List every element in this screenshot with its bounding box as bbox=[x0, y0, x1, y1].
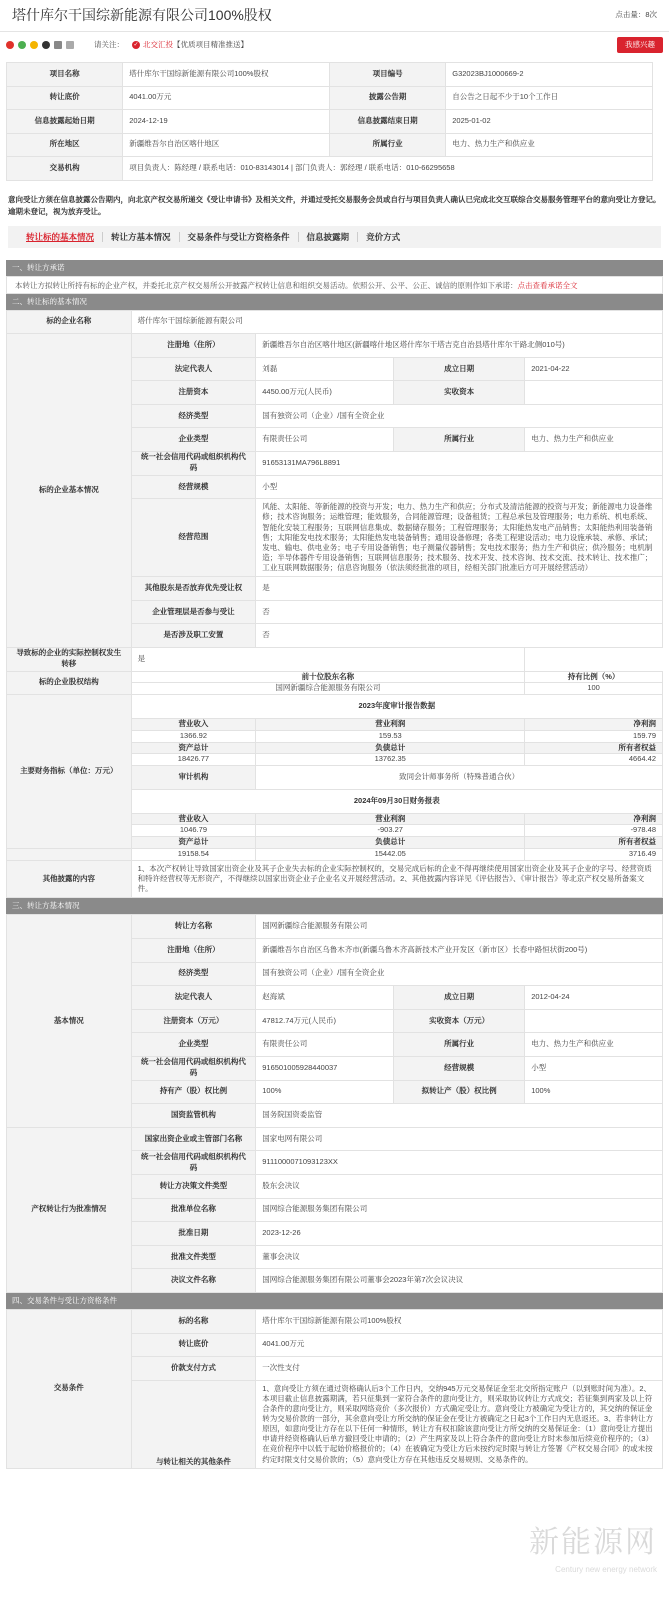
field-value: 小型 bbox=[525, 1056, 663, 1080]
info-value: 项目负责人：陈经理 / 联系电话：010-83143014 | 部门负责人：郭经理 / 联系电话：010-66295658 bbox=[123, 157, 653, 181]
table-cell: 4664.42 bbox=[525, 754, 663, 766]
field-value: 一次性支付 bbox=[256, 1357, 663, 1381]
field-label: 持有产（股）权比例 bbox=[131, 1080, 256, 1104]
table-cell: 13762.35 bbox=[256, 754, 525, 766]
info-value: 自公告之日起不少于10个工作日 bbox=[446, 86, 653, 110]
field-value: 2023-12-26 bbox=[256, 1222, 663, 1246]
table-row bbox=[7, 63, 653, 87]
info-value: 塔什库尔干国综新能源有限公司100%股权 bbox=[123, 63, 330, 87]
field-value: 国网综合能源服务集团有限公司 bbox=[256, 1198, 663, 1222]
column-header: 负债总计 bbox=[256, 837, 525, 849]
field-value: 塔什库尔干国综新能源有限公司100%股权 bbox=[256, 1309, 663, 1333]
field-label: 统一社会信用代码或组织机构代码 bbox=[131, 452, 256, 476]
table-row bbox=[7, 110, 653, 134]
field-label: 注册地（住所） bbox=[131, 939, 256, 963]
field-label: 其他披露的内容 bbox=[7, 861, 132, 898]
field-label: 企业类型 bbox=[131, 1033, 256, 1057]
field-value bbox=[525, 1009, 663, 1033]
field-value: 47812.74万元(人民币) bbox=[256, 1009, 394, 1033]
qq-icon[interactable] bbox=[42, 41, 50, 49]
group-label: 标的企业股权结构 bbox=[7, 671, 132, 695]
field-label: 实收资本（万元） bbox=[394, 1009, 525, 1033]
field-value: 100% bbox=[256, 1080, 394, 1104]
group-label: 产权转让行为批准情况 bbox=[7, 1127, 132, 1292]
field-label: 所属行业 bbox=[394, 428, 525, 452]
verify-text: 【优质项目精准推送】 bbox=[173, 39, 248, 49]
field-value: 2012-04-24 bbox=[525, 986, 663, 1010]
table-cell: 3716.49 bbox=[525, 849, 663, 861]
field-label: 拟转让产（股）权比例 bbox=[394, 1080, 525, 1104]
field-value: 1、本次产权转让导致国家出资企业及其子企业失去标的企业实际控制权的，交易完成后标的企业不得再继续使用国家出资企业及其子企业的字号、经营资质和特许经营权等无形资产，不得继续以国家出资企业子企业名义开展经营活动。2、其他披露内容详见《评估报告》、《审计报告》等北京产权交易所备案文件。 bbox=[131, 861, 662, 898]
page-title: 塔什库尔干国综新能源有限公司100%股权 bbox=[12, 7, 272, 24]
column-header: 营业收入 bbox=[131, 718, 256, 730]
column-header: 前十位股东名称 bbox=[131, 671, 525, 683]
field-value: 国务院国资委监管 bbox=[256, 1104, 663, 1128]
field-label: 决议文件名称 bbox=[131, 1269, 256, 1293]
field-value: 100% bbox=[525, 1080, 663, 1104]
column-header: 负债总计 bbox=[256, 742, 525, 754]
field-label: 与转让相关的其他条件 bbox=[131, 1380, 256, 1468]
info-label: 信息披露结束日期 bbox=[329, 110, 445, 134]
field-label: 成立日期 bbox=[394, 986, 525, 1010]
watermark-logo bbox=[529, 1521, 657, 1576]
info-label: 转让底价 bbox=[7, 86, 123, 110]
holder-name: 国网新疆综合能源服务有限公司 bbox=[131, 683, 525, 695]
view-count: 点击量：8次 bbox=[615, 10, 657, 20]
field-value: 董事会决议 bbox=[256, 1245, 663, 1269]
field-value: 是 bbox=[256, 577, 663, 601]
info-value: 电力、热力生产和供应业 bbox=[446, 133, 653, 157]
share-bar bbox=[0, 32, 669, 58]
field-label: 导致标的企业的实际控制权发生转移 bbox=[7, 647, 132, 671]
field-value: 股东会决议 bbox=[256, 1174, 663, 1198]
field-label: 国家出资企业或主管部门名称 bbox=[131, 1127, 256, 1151]
table-cell: 159.53 bbox=[256, 730, 525, 742]
field-value: 4041.00万元 bbox=[256, 1333, 663, 1357]
field-value: 国有独资公司（企业）/国有全资企业 bbox=[256, 404, 663, 428]
conditions-table bbox=[6, 1309, 663, 1469]
section-title: 四、交易条件与受让方资格条件 bbox=[6, 1293, 663, 1309]
wechat-icon[interactable] bbox=[18, 41, 26, 49]
field-label: 是否涉及职工安置 bbox=[131, 624, 256, 648]
info-label: 披露公告期 bbox=[329, 86, 445, 110]
transferor-table bbox=[6, 914, 663, 1293]
field-value: 刘磊 bbox=[256, 357, 394, 381]
table-cell: 1366.92 bbox=[131, 730, 256, 742]
follow-label: 请关注： bbox=[94, 39, 124, 49]
report-title: 2024年09月30日财务报表 bbox=[131, 789, 662, 813]
info-value: 2025-01-02 bbox=[446, 110, 653, 134]
field-value: 致同会计师事务所（特殊普通合伙） bbox=[256, 766, 663, 790]
field-label: 注册资本（万元） bbox=[131, 1009, 256, 1033]
field-label: 所属行业 bbox=[394, 1033, 525, 1057]
field-value: 赵海斌 bbox=[256, 986, 394, 1010]
notice-text: 意向受让方须在信息披露公告期内，向北京产权交易所递交《受让申请书》及相关文件，并通过受托交易服务会员或自行与项目负责人确认已完成北交互联综合交易服务管理平台的意向受让方登记。逾期未登记，视为放弃受让。 bbox=[8, 194, 661, 216]
print-icon[interactable] bbox=[54, 41, 62, 49]
field-value: 新疆维吾尔自治区喀什地区(新疆喀什地区塔什库尔干塔吉克自治县塔什库尔干路北侧010号) bbox=[256, 334, 663, 358]
column-header: 所有者权益 bbox=[525, 742, 663, 754]
commitment-note bbox=[6, 276, 663, 294]
info-value: G32023BJ1000669-2 bbox=[446, 63, 653, 87]
tab-bidding[interactable]: 竞价方式 bbox=[366, 231, 401, 242]
field-value: 有限责任公司 bbox=[256, 1033, 394, 1057]
field-value: 小型 bbox=[256, 475, 663, 499]
project-info-table bbox=[6, 62, 653, 181]
info-value: 4041.00万元 bbox=[123, 86, 330, 110]
verified-icon: ✓ bbox=[133, 42, 139, 48]
field-value: 是 bbox=[131, 647, 525, 671]
tab-conditions[interactable]: 交易条件与受让方资格条件 bbox=[180, 232, 299, 242]
column-header: 净利润 bbox=[525, 813, 663, 825]
favorite-icon[interactable] bbox=[66, 41, 74, 49]
field-value: 新疆维吾尔自治区乌鲁木齐市(新疆乌鲁木齐高新技术产业开发区（新市区）长春中路恒状街200号) bbox=[256, 939, 663, 963]
column-header: 所有者权益 bbox=[525, 837, 663, 849]
weibo-icon[interactable] bbox=[6, 41, 14, 49]
field-label: 法定代表人 bbox=[131, 357, 256, 381]
field-label: 统一社会信用代码或组织机构代码 bbox=[131, 1056, 256, 1080]
field-label: 转让方决策文件类型 bbox=[131, 1174, 256, 1198]
field-label: 标的企业名称 bbox=[7, 310, 132, 334]
info-label: 信息披露起始日期 bbox=[7, 110, 123, 134]
interested-button[interactable]: 我感兴趣 bbox=[617, 37, 663, 54]
field-label: 注册地（住所） bbox=[131, 334, 256, 358]
field-label: 标的名称 bbox=[131, 1309, 256, 1333]
field-value: 否 bbox=[256, 600, 663, 624]
field-label: 统一社会信用代码或组织机构代码 bbox=[131, 1151, 256, 1175]
column-header: 营业利润 bbox=[256, 718, 525, 730]
table-cell: 15442.05 bbox=[256, 849, 525, 861]
table-cell: -903.27 bbox=[256, 825, 525, 837]
field-value: 风能、太阳能、等新能源的投资与开发；电力、热力生产和供应；分布式及清洁能源的投资与开发；新能源电力设备维修；技术咨询服务；运维管理；能效服务，合同能源管理；设备租赁；工程总承包及管理服务；电力系统、机电系统、智能化安装工程服务；互联网信息集成、数据储存服务；工程管理服务；太阳能热发电产品销售；太阳能热利用装备销售；太阳能发电技术服务；太阳能热发电装备销售；通用设备修理；各类工程建设活动；电力设施承装、承修、承试；发电、输电、供电业务；电子专用设备销售；电子测量仪器销售；发电技术服务；热力生产和供应；供冷服务；电机制造；半导体器件专用设备销售；互联网信息服务；技术服务、技术开发、技术咨询、技术交流、技术转让、技术推广；工业互联网数据服务；信息咨询服务（依法须经批准的项目，经相关部门批准后方可开展经营活动） bbox=[256, 499, 663, 577]
field-value: 电力、热力生产和供应业 bbox=[525, 428, 663, 452]
column-header: 持有比例（%） bbox=[525, 671, 663, 683]
field-value: 9111000071093123XX bbox=[256, 1151, 663, 1175]
field-value: 国网新疆综合能源服务有限公司 bbox=[256, 915, 663, 939]
tab-bar bbox=[8, 226, 661, 248]
verify-link[interactable]: 北交汇投 bbox=[143, 39, 173, 49]
report-title: 2023年度审计报告数据 bbox=[131, 695, 662, 719]
group-label: 标的企业基本情况 bbox=[7, 334, 132, 648]
field-value: 4450.00万元(人民币) bbox=[256, 381, 394, 405]
field-label: 企业类型 bbox=[131, 428, 256, 452]
commitment-link[interactable]: 点击查看承诺全文 bbox=[517, 280, 578, 290]
column-header: 资产总计 bbox=[131, 742, 256, 754]
section-title: 三、转让方基本情况 bbox=[6, 898, 663, 914]
table-row bbox=[7, 133, 653, 157]
info-label: 所属行业 bbox=[329, 133, 445, 157]
field-label: 批准单位名称 bbox=[131, 1198, 256, 1222]
field-label: 批准日期 bbox=[131, 1222, 256, 1246]
holder-percent: 100 bbox=[525, 683, 663, 695]
tab-target[interactable]: 转让标的基本情况 bbox=[18, 232, 103, 242]
field-value: 916501005928440037 bbox=[256, 1056, 394, 1080]
column-header: 营业收入 bbox=[131, 813, 256, 825]
table-row bbox=[7, 157, 653, 181]
field-value: 塔什库尔干国综新能源有限公司 bbox=[131, 310, 662, 334]
field-value: 国有独资公司（企业）/国有全资企业 bbox=[256, 962, 663, 986]
group-label: 交易条件 bbox=[7, 1309, 132, 1468]
commitment-text: 本转让方拟转让所持有标的企业产权，并委托北京产权交易所公开披露产权转让信息和组织交易活动。依照公开、公平、公正、诚信的原则作如下承诺： bbox=[15, 280, 518, 290]
field-label: 经济类型 bbox=[131, 404, 256, 428]
field-value bbox=[525, 381, 663, 405]
group-label: 主要财务指标（单位：万元） bbox=[7, 695, 132, 849]
field-label: 国资监管机构 bbox=[131, 1104, 256, 1128]
table-row bbox=[7, 86, 653, 110]
field-label: 经营规模 bbox=[131, 475, 256, 499]
field-label: 企业管理层是否参与受让 bbox=[131, 600, 256, 624]
field-value: 1、意向受让方须在通过资格确认后3个工作日内，交纳945万元交易保证金至北交所指定账户（以到账时间为准）。2、本项目截止信息披露期满，若只征集到一家符合条件的意向受让方，则采取协议转让方式成交；若征集到两家及以上符合条件的意向受让方，则采取网络竞价（多次报价）方式确定受让方。意向受让方被确定为受让方的，其交纳的保证金转为交易价款的一部分，其余意向受让方所交纳的保证金在受让方被确定之日起3个工作日内无息返还。3、若非转让方原因，如意向受让方存在以下任何一种情形，转让方有权扣除该意向受让方所交纳的交易保证金：（1）意向受让方提出申请并经资格确认后单方撤回受让申请的；（2）产生两家及以上符合条件的意向受让方时未参加后续竞价程序的；（3）在竞价程序中以低于起始价格报价的；（4）在被确定为受让方后未按约定时限与转让方签署《产权交易合同》的或未按约定时限支付交易价款的；（5）意向受让方存在其他违反交易规则、交易条件的。 bbox=[256, 1380, 663, 1468]
qzone-icon[interactable] bbox=[30, 41, 38, 49]
share-icons bbox=[6, 41, 74, 49]
field-value: 2021-04-22 bbox=[525, 357, 663, 381]
section-title: 一、转让方承诺 bbox=[6, 260, 663, 276]
info-value: 2024-12-19 bbox=[123, 110, 330, 134]
field-label: 实收资本 bbox=[394, 381, 525, 405]
group-label: 基本情况 bbox=[7, 915, 132, 1127]
spacer bbox=[7, 849, 132, 861]
info-label: 项目名称 bbox=[7, 63, 123, 87]
table-cell: -978.48 bbox=[525, 825, 663, 837]
column-header: 净利润 bbox=[525, 718, 663, 730]
tab-transferor[interactable]: 转让方基本情况 bbox=[103, 232, 180, 242]
field-value: 电力、热力生产和供应业 bbox=[525, 1033, 663, 1057]
field-label: 转让底价 bbox=[131, 1333, 256, 1357]
table-cell: 19158.54 bbox=[131, 849, 256, 861]
field-label: 成立日期 bbox=[394, 357, 525, 381]
watermark-subtitle: Century new energy network bbox=[555, 1565, 657, 1575]
target-table bbox=[6, 310, 663, 899]
column-header: 营业利润 bbox=[256, 813, 525, 825]
field-label: 价款支付方式 bbox=[131, 1357, 256, 1381]
info-label: 所在地区 bbox=[7, 133, 123, 157]
field-label: 转让方名称 bbox=[131, 915, 256, 939]
field-label: 经营规模 bbox=[394, 1056, 525, 1080]
column-header: 资产总计 bbox=[131, 837, 256, 849]
field-value: 国家电网有限公司 bbox=[256, 1127, 663, 1151]
field-label: 经济类型 bbox=[131, 962, 256, 986]
info-label: 项目编号 bbox=[329, 63, 445, 87]
watermark-title: 新能源网 bbox=[529, 1524, 657, 1560]
info-label: 交易机构 bbox=[7, 157, 123, 181]
field-label: 法定代表人 bbox=[131, 986, 256, 1010]
field-label: 批准文件类型 bbox=[131, 1245, 256, 1269]
field-value: 91653131MA796L8891 bbox=[256, 452, 663, 476]
section-title: 二、转让标的基本情况 bbox=[6, 294, 663, 310]
field-value: 有限责任公司 bbox=[256, 428, 394, 452]
field-value: 国网综合能源服务集团有限公司董事会2023年第7次会议决议 bbox=[256, 1269, 663, 1293]
field-label: 经营范围 bbox=[131, 499, 256, 577]
field-value: 否 bbox=[256, 624, 663, 648]
table-cell: 159.79 bbox=[525, 730, 663, 742]
page-header bbox=[0, 0, 669, 32]
tab-disclosure[interactable]: 信息披露期 bbox=[299, 232, 359, 242]
field-label: 其他股东是否放弃优先受让权 bbox=[131, 577, 256, 601]
table-cell: 1046.79 bbox=[131, 825, 256, 837]
table-cell: 18426.77 bbox=[131, 754, 256, 766]
field-label: 审计机构 bbox=[131, 766, 256, 790]
info-value: 新疆维吾尔自治区喀什地区 bbox=[123, 133, 330, 157]
field-label: 注册资本 bbox=[131, 381, 256, 405]
